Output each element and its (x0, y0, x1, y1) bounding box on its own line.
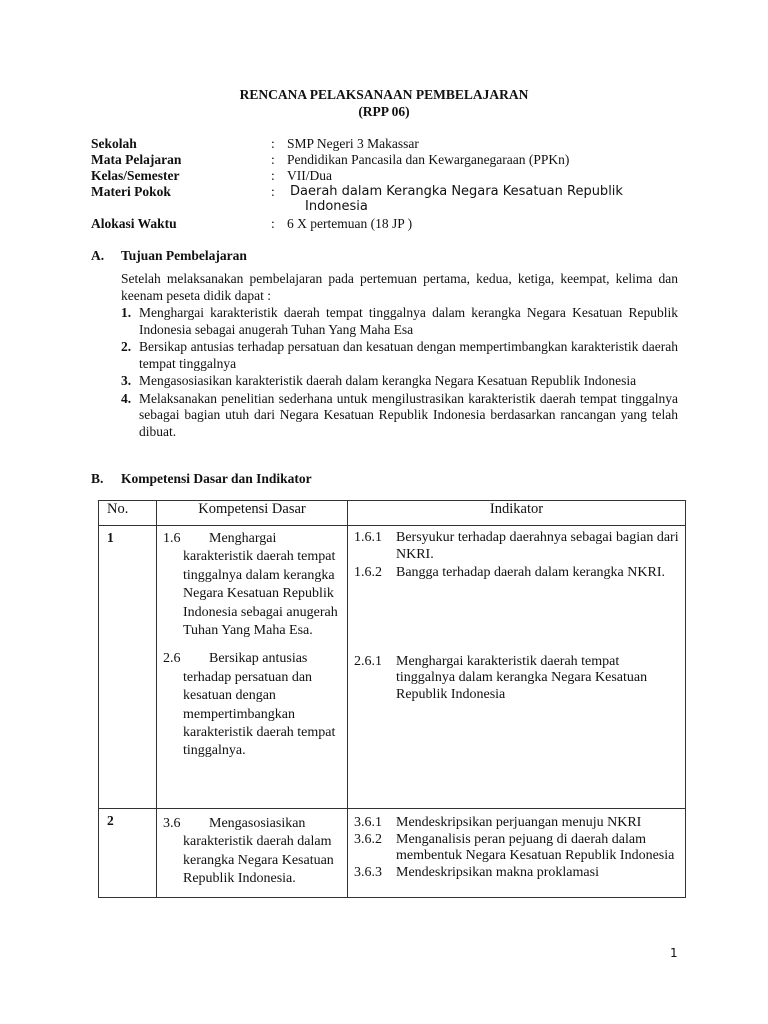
meta-label: Kelas/Semester (91, 168, 180, 183)
meta-row-alokasi-waktu (91, 216, 711, 234)
list-number: 1. (121, 305, 132, 320)
indikator-text: Menganalisis peran pejuang di daerah dalam membentuk Negara Kesatuan Republik Indonesia (396, 831, 675, 864)
kd-text: Bersikap antusias terhadap persatuan dan kesatuan dengan mempertimbangkan karakteristik daerah tempat tinggalnya. (183, 651, 336, 759)
kd-item (163, 815, 341, 889)
meta-value-continued: Indonesia (305, 199, 368, 214)
indikator-code: 1.6.1 (354, 530, 382, 545)
indikator-cell (348, 526, 686, 809)
section-title: Kompetensi Dasar dan Indikator (121, 471, 312, 486)
kd-item (163, 530, 341, 640)
document-title: RENCANA PELAKSANAAN PEMBELAJARAN (239, 87, 529, 102)
indikator-text: Menghargai karakteristik daerah tempat tinggalnya dalam kerangka Negara Kesatuan Republik Indonesia (396, 653, 648, 702)
meta-value: SMP Negeri 3 Makassar (287, 136, 419, 151)
kd-text: Mengasosiasikan karakteristik daerah dalam kerangka Negara Kesatuan Republik Indonesia. (183, 816, 334, 887)
indikator-item (354, 815, 679, 832)
kd-item (163, 650, 341, 760)
header-indikator: Indikator (348, 501, 686, 526)
indikator-cell (348, 809, 686, 898)
indikator-code: 2.6.1 (354, 653, 382, 669)
indikator-code: 3.6.1 (354, 815, 382, 830)
list-item (121, 339, 678, 372)
header-kompetensi-dasar: Kompetensi Dasar (157, 501, 348, 526)
kd-code: 3.6 (163, 816, 181, 831)
section-b-heading (91, 471, 312, 487)
row-number: 1 (99, 526, 157, 809)
indikator-item (354, 530, 679, 563)
meta-colon: : (271, 152, 275, 167)
list-number: 3. (121, 373, 132, 388)
list-item (121, 391, 678, 441)
indikator-item (354, 832, 679, 865)
meta-row-materi-pokok-cont (91, 199, 711, 217)
header-no: No. (99, 501, 157, 526)
meta-label: Mata Pelajaran (91, 152, 182, 167)
meta-label: Materi Pokok (91, 184, 171, 199)
kd-cell (157, 526, 348, 809)
kompetensi-table (98, 500, 686, 898)
row-number: 2 (99, 809, 157, 898)
meta-value: 6 X pertemuan (18 JP ) (287, 216, 413, 231)
tujuan-list (121, 305, 678, 441)
list-number: 2. (121, 339, 132, 354)
indikator-code: 3.6.3 (354, 864, 382, 880)
kd-cell (157, 809, 348, 898)
list-item (121, 305, 678, 338)
meta-label: Alokasi Waktu (91, 216, 177, 231)
list-item (121, 373, 678, 390)
list-text: Mengasosiasikan karakteristik daerah dalam kerangka Negara Kesatuan Republik Indonesia (139, 373, 637, 388)
indikator-text: Bangga terhadap daerah dalam kerangka NKRI. (396, 565, 665, 581)
indikator-code: 3.6.2 (354, 831, 382, 847)
section-a-heading (91, 248, 247, 264)
meta-colon: : (271, 136, 275, 151)
document-subtitle: (RPP 06) (358, 104, 410, 119)
list-number: 4. (121, 390, 132, 406)
meta-value: Pendidikan Pancasila dan Kewarganegaraan (PPKn) (287, 152, 570, 167)
list-text: Bersikap antusias terhadap persatuan dan kesatuan dengan mempertimbangkan karakteristik daerah tempat tinggalnya (139, 339, 678, 371)
indikator-item (354, 654, 679, 704)
meta-value: Daerah dalam Kerangka Negara Kesatuan Republik (290, 184, 623, 199)
meta-value: VII/Dua (287, 168, 332, 183)
section-title: Tujuan Pembelajaran (121, 248, 247, 263)
section-letter: B. (91, 471, 104, 486)
list-text: Melaksanakan penelitian sederhana untuk mengilustrasikan karakteristik daerah tempat tinggalnya sebagai bagian utuh dari Negara Kesatuan Republik Indonesia berdasarkan rancangan yang telah dibuat. (139, 390, 678, 439)
page-number: 1 (670, 946, 678, 960)
indikator-code: 1.6.2 (354, 565, 382, 581)
indikator-text: Bersyukur terhadap daerahnya sebagai bagian dari NKRI. (396, 530, 679, 562)
table-row (99, 526, 686, 809)
meta-label: Sekolah (91, 136, 137, 151)
indikator-text: Mendeskripsikan makna proklamasi (396, 864, 599, 880)
indikator-text: Mendeskripsikan perjuangan menuju NKRI (396, 815, 642, 830)
indikator-item (354, 865, 679, 882)
meta-colon: : (271, 184, 275, 199)
section-a-intro: Setelah melaksanakan pembelajaran pada pertemuan pertama, kedua, ketiga, keempat, kelima dan keenam peseta didik dapat : (121, 271, 678, 303)
kd-text: Menghargai karakteristik daerah tempat tinggalnya dalam kerangka Negara Kesatuan Republik Indonesia sebagai anugerah Tuhan Yang Maha Esa. (183, 531, 338, 639)
kd-code: 1.6 (163, 531, 181, 546)
table-row (99, 809, 686, 898)
section-letter: A. (91, 248, 105, 263)
meta-colon: : (271, 216, 275, 231)
meta-colon: : (271, 168, 275, 183)
indikator-item (354, 565, 679, 582)
list-text: Menghargai karakteristik daerah tempat tinggalnya dalam kerangka Negara Kesatuan Republik Indonesia sebagai anugerah Tuhan Yang Maha Esa (139, 305, 678, 337)
kd-code: 2.6 (163, 651, 181, 667)
table-header-row (99, 501, 686, 526)
